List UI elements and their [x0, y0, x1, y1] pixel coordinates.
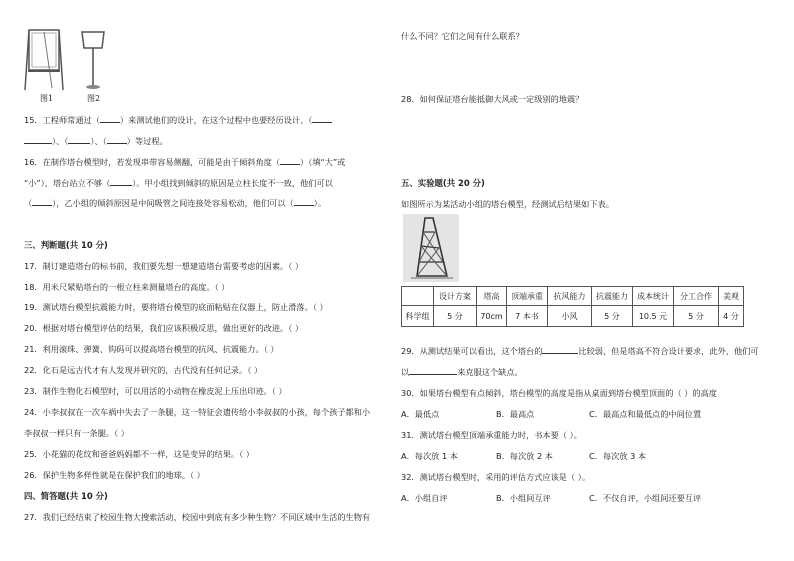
experiment-intro: 如图所示为某活动小组的塔台模型，经测试后结果如下表。: [401, 199, 614, 209]
header-cell: 抗震能力: [592, 287, 633, 306]
question-31-option-a: A．每次放 1 本: [401, 451, 458, 461]
section-4-heading: 四、简答题(共 10 分): [24, 491, 108, 501]
question-29-line-1: 29．从测试结果可以看出，这个塔台的 比较弱，但是塔高不符合设计要求，此外，他们可: [401, 346, 759, 356]
question-27-line-2: 什么不同？它们之间有什么联系？: [401, 31, 524, 41]
score-table-header-row: [402, 287, 744, 306]
question-16-line-2: “小”），塔台站立不够（ ）。甲小组找到倾斜的原因是立柱长度不一致，他们可以: [24, 178, 333, 188]
header-cell: 成本统计: [633, 287, 674, 306]
figure-2-label: 图2: [87, 94, 101, 103]
figure-1-label: 图1: [40, 94, 54, 103]
question-15-line-1: 15．工程师常通过（ ）来测试他们的设计，在这个过程中也要经历设计、（: [24, 116, 332, 124]
header-cell: 顶端承重: [507, 287, 548, 306]
question-26: 26．保护生物多样性就是在保护我们的地球。（ ）: [24, 470, 205, 480]
question-19: 19．测试塔台模型抗震能力时，要将塔台模型的底面粘贴在仪器上，防止滑落。（ ）: [24, 302, 328, 312]
row-cell: 4 分: [719, 306, 744, 327]
question-32: 32．测试塔台模型时，采用的评估方式应该是（ ）。: [401, 472, 591, 482]
question-25: 25．小花猫的花纹和爸爸妈妈都不一样，这是变异的结果。（ ）: [24, 449, 254, 459]
section-3-heading: 三、判断题(共 10 分): [24, 240, 108, 250]
header-cell: 设计方案: [434, 287, 477, 306]
header-cell: 分工合作: [674, 287, 719, 306]
question-27-line-1: 27．我们已经结束了校园生物大搜索活动，校园中到底有多少种生物？不同区域中生活的生物有: [24, 512, 371, 522]
question-32-option-b: B．小组间互评: [496, 493, 551, 503]
question-30: 30．如果塔台模型有点倾斜，塔台模型的高度是指从桌面到塔台模型顶面的（ ）的高度: [401, 388, 717, 398]
row-cell: 小风: [548, 306, 592, 327]
question-24-line-2: 李叔叔一样只有一条腿。（ ）: [24, 428, 129, 438]
question-32-option-c: C．不仅自评，小组间还要互评: [589, 493, 702, 503]
question-16-line-3: （ ），乙小组的倾斜原因是中间吸管之间连接处容易松动，他们可以（ ）。: [24, 198, 327, 208]
question-31-option-c: C．每次放 3 本: [589, 451, 647, 461]
easel-figure-1: [22, 26, 72, 94]
question-30-option-b: B．最高点: [496, 409, 535, 419]
question-30-option-c: C．最高点和最低点的中间位置: [589, 409, 702, 419]
row-cell: 7 本书: [507, 306, 548, 327]
question-16-line-1: 16．在制作塔台模型时，若发现串带容易侧翻，可能是由于倾斜角度（ ）（填“大”或: [24, 157, 346, 167]
score-table: [401, 286, 744, 327]
question-15-line-2: ）、（ ）、（ ）等过程。: [24, 137, 168, 145]
row-cell: 70cm: [477, 306, 507, 327]
question-32-option-a: A．小组自评: [401, 493, 448, 503]
question-24-line-1: 24．小李叔叔在一次车祸中失去了一条腿，这一特征会遗传给小李叔叔的小孩，每个孩子都和小: [24, 407, 371, 417]
question-31: 31．测试塔台模型顶端承重能力时，书本要（ ）。: [401, 430, 582, 440]
question-31-option-b: B．每次放 2 本: [496, 451, 553, 461]
stand-figure-2: [78, 30, 108, 92]
question-29-line-2: 以 来克服这个缺点。: [401, 367, 523, 377]
score-table-row: [402, 306, 744, 327]
tower-model-photo: [403, 214, 459, 282]
header-cell: 美观: [719, 287, 744, 306]
row-cell: 5 分: [434, 306, 477, 327]
row-cell: 5 分: [592, 306, 633, 327]
question-18: 18．用米尺紧贴塔台的一根立柱来测量塔台的高度。（ ）: [24, 282, 230, 292]
question-23: 23．制作生物化石模型时，可以用活的小动物在橡皮泥上压出印迹。（ ）: [24, 386, 287, 396]
question-17: 17．制订建造塔台的标书前，我们要先想一想建造塔台需要考虑的因素。（ ）: [24, 261, 304, 271]
row-cell: 科学组: [402, 306, 434, 327]
header-cell: 抗风能力: [548, 287, 592, 306]
row-cell: 10.5 元: [633, 306, 674, 327]
question-22: 22．化石是远古代才有人发现并研究的，古代没有任何记录。（ ）: [24, 365, 263, 375]
question-20: 20．根据对塔台模型评估的结果，我们应该积极反思，做出更好的改进。（ ）: [24, 323, 304, 333]
section-5-heading: 五、实验题(共 20 分): [401, 178, 485, 188]
header-cell: 塔高: [477, 287, 507, 306]
header-cell: [402, 287, 434, 306]
question-21: 21．利用滚珠、弹簧、钩码可以提高塔台模型的抗风、抗震能力。（ ）: [24, 344, 279, 354]
row-cell: 5 分: [674, 306, 719, 327]
question-28: 28．如何保证塔台能抵御大风或一定级别的地震？: [401, 94, 584, 104]
question-30-option-a: A．最低点: [401, 409, 440, 419]
